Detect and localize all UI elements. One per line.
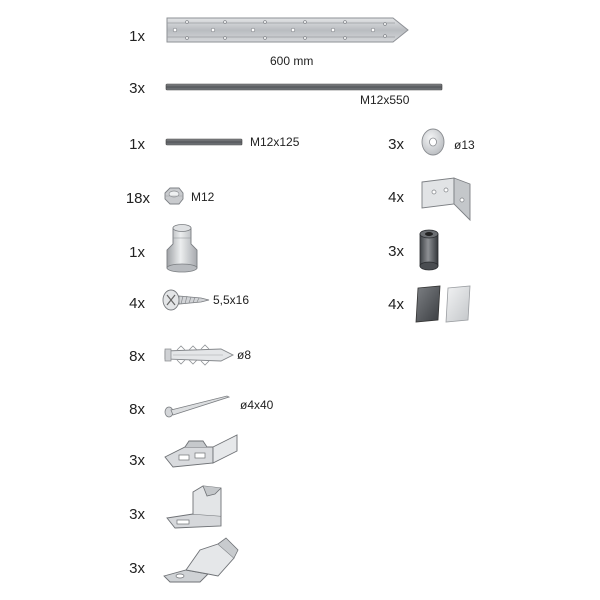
qty-angle-bracket: 4x [388, 189, 404, 206]
qty-bracket-clip-b: 3x [129, 506, 145, 523]
qty-nail: 8x [129, 401, 145, 418]
long-threaded-rod-icon [165, 83, 443, 91]
perforated-rail-icon [165, 14, 410, 46]
qty-bracket-clip-a: 3x [129, 452, 145, 469]
bracket-clip-b-icon [163, 484, 233, 530]
pad-pair-icon [414, 282, 474, 324]
qty-short-threaded-rod: 1x [129, 136, 145, 153]
short-threaded-rod-icon [165, 138, 243, 146]
label-short-threaded-rod: M12x125 [250, 135, 300, 149]
label-wall-plug: ø8 [237, 348, 252, 362]
bracket-clip-c-icon [160, 536, 240, 586]
wall-plug-icon [163, 343, 235, 367]
qty-long-threaded-rod: 3x [129, 80, 145, 97]
angle-bracket-icon [418, 174, 474, 224]
label-self-tapping-screw: 5,5x16 [213, 293, 250, 307]
label-nail: ø4x40 [240, 398, 274, 412]
spacer-tube-icon [417, 228, 441, 272]
nail-icon [163, 392, 231, 418]
qty-self-tapping-screw: 4x [129, 295, 145, 312]
washer-icon [420, 128, 446, 156]
qty-washer: 3x [388, 136, 404, 153]
qty-perforated-rail: 1x [129, 28, 145, 45]
qty-wall-plug: 8x [129, 348, 145, 365]
bracket-clip-a-icon [163, 433, 243, 469]
qty-spacer-tube: 3x [388, 243, 404, 260]
label-hex-nut: M12 [191, 190, 215, 204]
self-tapping-screw-icon [161, 288, 211, 312]
label-perforated-rail: 600 mm [270, 54, 314, 68]
qty-pad-pair: 4x [388, 296, 404, 313]
qty-coupling-sleeve: 1x [129, 244, 145, 261]
qty-hex-nut: 18x [125, 190, 150, 207]
label-washer: ø13 [454, 138, 475, 152]
qty-bracket-clip-c: 3x [129, 560, 145, 577]
hex-nut-icon [163, 186, 185, 206]
label-long-threaded-rod: M12x550 [360, 93, 410, 107]
coupling-sleeve-icon [163, 222, 201, 274]
